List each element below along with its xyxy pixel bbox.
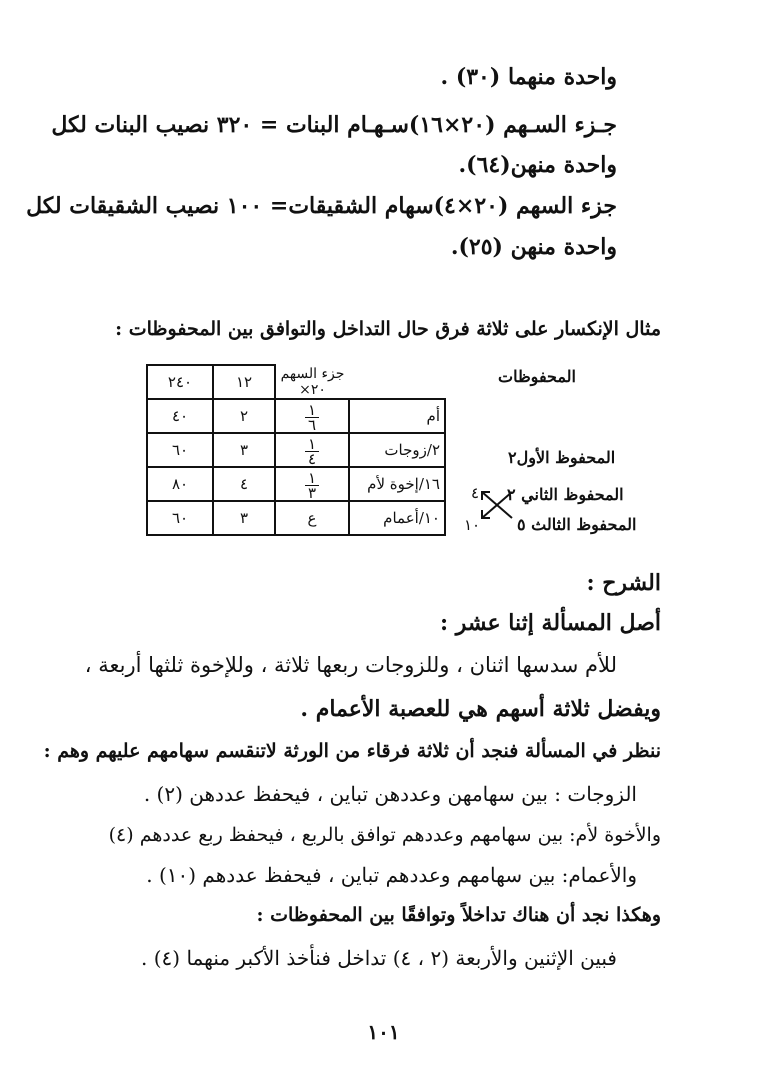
- label-mahfuzat: المحفوظات: [498, 367, 576, 386]
- label-third-mahfuz: المحفوظ الثالث ٥: [517, 515, 637, 534]
- share-residual: ع: [275, 501, 349, 535]
- label-first-mahfuz: المحفوظ الأول٢: [508, 448, 616, 467]
- share-fraction: ١ ٣: [275, 467, 349, 501]
- table-row: [147, 433, 445, 467]
- text-line-16: فبين الإثنين والأربعة (٢ ، ٤) تداخل فنأخذ الأكبر منهما (٤) .: [141, 946, 617, 970]
- base-share: ٣: [213, 433, 275, 467]
- total-share: ٦٠: [147, 433, 213, 467]
- share-fraction: ١ ٤: [275, 433, 349, 467]
- text-line-11: ننظر في المسألة فنجد أن ثلاثة فرقاء من الورثة لاتنقسم سهامهم عليهم وهم :: [43, 740, 661, 762]
- base-share: ٢: [213, 399, 275, 433]
- heir-name: ٢/زوجات: [349, 433, 445, 467]
- base-share: ٤: [213, 467, 275, 501]
- total-share: ٨٠: [147, 467, 213, 501]
- cross-arrows-icon: [478, 486, 516, 524]
- text-line-10: ويفضل ثلاثة أسهم هي للعصبة الأعمام .: [300, 696, 661, 722]
- base-share: ٣: [213, 501, 275, 535]
- table-row: [147, 399, 445, 433]
- text-line-4: جزء السهم (٢٠×٤)سهام الشقيقات= ١٠٠ نصيب الشقيقات لكل: [26, 193, 617, 219]
- text-line-14: والأعمام: بين سهامهم وعددهم تباين ، فيحفظ عددهم (١٠) .: [146, 863, 637, 887]
- table-row: [147, 467, 445, 501]
- share-fraction: ١ ٦: [275, 399, 349, 433]
- total-share: ٦٠: [147, 501, 213, 535]
- table-row: [147, 501, 445, 535]
- text-line-12: الزوجات : بين سهامهن وعددهن تباين ، فيحفظ عددهن (٢) .: [143, 782, 637, 806]
- text-line-13: والأخوة لأم: بين سهامهم وعددهم توافق بالربع ، فيحفظ ربع عددهم (٤): [108, 824, 661, 846]
- cross-number-10: ١٠: [464, 516, 481, 534]
- text-line-8: أصل المسألة إثنا عشر :: [439, 610, 661, 636]
- text-line-3: واحدة منهن(٦٤).: [458, 152, 617, 178]
- text-line-2: جـزء السـهم (٢٠×١٦)سـهـام البنات = ٣٢٠ نصيب البنات لكل: [51, 112, 617, 138]
- page-number: ١٠١: [367, 1020, 400, 1044]
- cross-number-4: ٤: [471, 484, 480, 502]
- heir-name: ١٠/أعمام: [349, 501, 445, 535]
- text-line-9: للأم سدسها اثنان ، وللزوجات ربعها ثلاثة ، وللإخوة ثلثها أربعة ،: [84, 653, 617, 677]
- header-base: ١٢: [213, 365, 275, 399]
- example-heading: مثال الإنكسار على ثلاثة فرق حال التداخل والتوافق بين المحفوظات :: [115, 318, 661, 340]
- text-line-1: واحدة منهما (٣٠) .: [440, 64, 617, 90]
- text-line-5: واحدة منهن (٢٥).: [450, 234, 617, 260]
- heir-name: أم: [349, 399, 445, 433]
- explanation-heading: الشرح :: [586, 570, 661, 596]
- shares-table: [146, 364, 446, 536]
- total-share: ٤٠: [147, 399, 213, 433]
- heir-name: ١٦/إخوة لأم: [349, 467, 445, 501]
- label-second-mahfuz: المحفوظ الثاني ٢: [507, 485, 624, 504]
- header-share-label: جزء السهم ٢٠×: [280, 365, 345, 398]
- header-total: ٢٤٠: [147, 365, 213, 399]
- text-line-15: وهكذا نجد أن هناك تداخلاً وتوافقًا بين المحفوظات :: [256, 904, 661, 926]
